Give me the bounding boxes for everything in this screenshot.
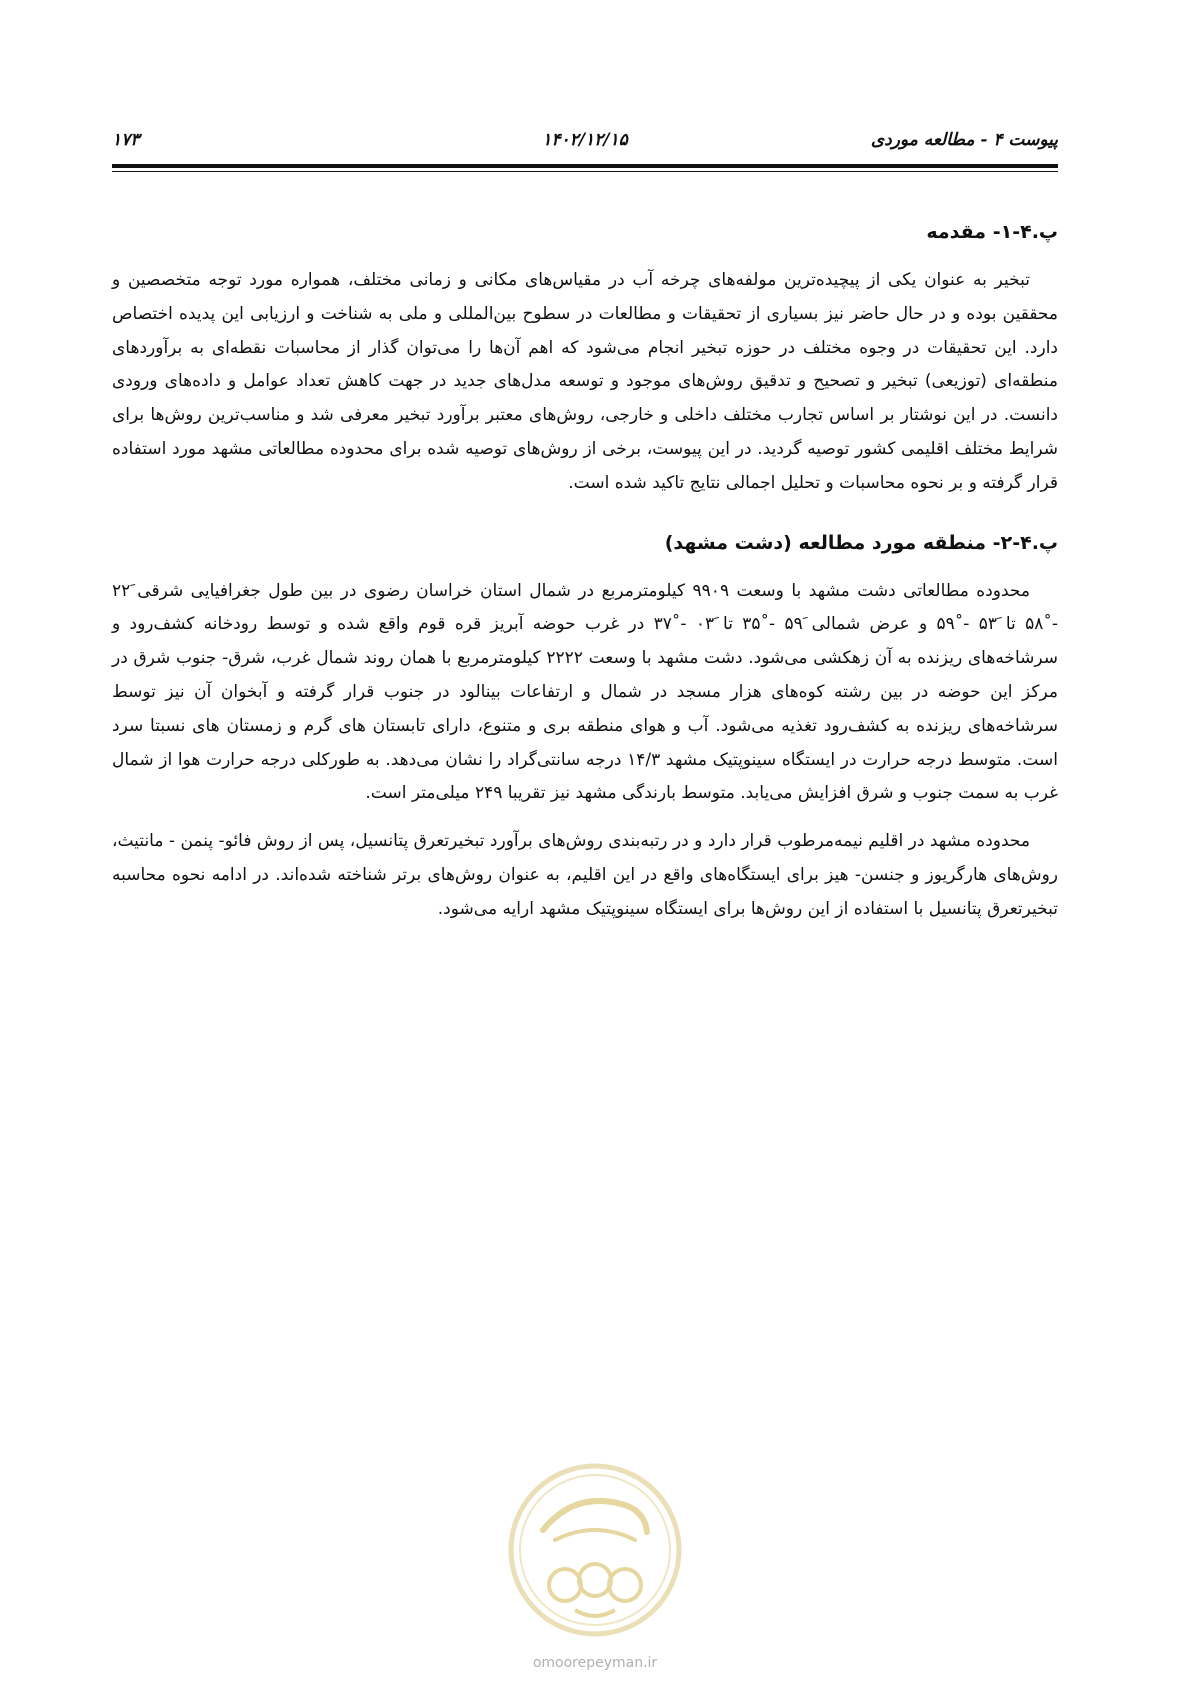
study-area-paragraph-2: محدوده مشهد در اقلیم نیمه‌مرطوب قرار دارد و در رتبه‌بندی روش‌های برآورد تبخیرتعرق پتانسیل، پس از روش فائو- پنمن - مانتیث، روش‌های هارگریوز و جنسن- هیز برای ایستگاه‌های واقع در این اقلیم، به عنوان روش‌های برتر شناخته شده‌اند. در ادامه نحوه محاسبه تبخیرتعرق پتانسیل با استفاده از این روش‌ها برای ایستگاه سینوپتیک مشهد ارایه می‌شود.	[112, 831, 1058, 919]
header-page-number: ۱۷۳	[112, 130, 140, 150]
introduction-paragraph: تبخیر به عنوان یکی از پیچیده‌ترین مولفه‌های چرخه آب در مقیاس‌های مکانی و زمانی مختلف، همواره مورد توجه متخصصین و محققین بوده و در حال حاضر نیز بسیاری از تحقیقات و مطالعات در سطوح بین‌المللی و ملی به شناخت و ارزیابی این پدیده اختصاص دارد. این تحقیقات در وجوه مختلف در حوزه تبخیر انجام می‌شود که اهم آن‌ها را می‌توان گذار از محاسبات نقطه‌ای به برآوردهای منطقه‌ای (توزیعی) تبخیر و تصحیح و تدقیق روش‌های موجود و توسعه مدل‌های جدید در جهت کاهش تعداد عوامل و داده‌های ورودی دانست. در این نوشتار بر اساس تجارب مختلف داخلی و خارجی، روش‌های معتبر برآورد تبخیر معرفی شد و مناسب‌ترین روش‌ها برای شرایط مختلف اقلیمی کشور توصیه گردید. در این پیوست، برخی از روش‌های توصیه شده برای محدوده مطالعاتی مشهد مورد استفاده قرار گرفته و بر نحوه محاسبات و تحلیل اجمالی نتایج تاکید شده است.	[112, 270, 1058, 493]
section-heading-study-area: پ.۴-۲- منطقه مورد مطالعه (دشت مشهد)	[664, 531, 1058, 554]
study-area-paragraph-1: محدوده مطالعاتی دشت مشهد با وسعت ۹۹۰۹ کیلومترمربع در شمال استان خراسان رضوی در بین طول جغرافیایی شرقی َ۲۲ -˚۵۸ تا َ۵۳ -˚۵۹ و عرض شمالی َ۵۹ -˚۳۵ تا َ۰۳ -˚۳۷ در غرب حوضه آبریز قره قوم واقع شده و توسط رودخانه کشف‌رود و سرشاخه‌های ریزنده به آن زهکشی می‌شود. دشت مشهد با وسعت ۲۲۲۲ کیلومترمربع با همان روند شمال غرب، شرق- جنوب شرق در مرکز این حوضه در بین رشته کوه‌های هزار مسجد در شمال و ارتفاعات بینالود در جنوب قرار گرفته و آبخوان آن نیز توسط سرشاخه‌های ریزنده به کشف‌رود تغذیه می‌شود. آب و هوای منطقه بری و متنوع، دارای تابستان های گرم و زمستان های نسبتا سرد است. متوسط درجه حرارت در ایستگاه سینوپتیک مشهد ۱۴/۳ درجه سانتی‌گراد را نشان می‌دهد. به طورکلی درجه حرارت هوا از شمال غرب به سمت جنوب و شرق افزایش می‌یابد. متوسط بارندگی مشهد نیز تقریبا ۲۴۹ میلی‌متر است.	[112, 580, 1058, 804]
section-heading-introduction: پ.۴-۱- مقدمه	[926, 221, 1058, 243]
watermark-site-url: omoorepeyman.ir	[532, 1655, 658, 1671]
header-rule-thin	[112, 171, 1058, 172]
page-header	[112, 126, 1058, 156]
header-appendix-title: پیوست ۴ - مطالعه موردی	[870, 130, 1058, 150]
header-date: ۱۴۰۲/۱۲/۱۵	[542, 130, 628, 150]
watermark-seal-logo	[505, 1460, 685, 1640]
document-body	[112, 212, 1058, 927]
header-rule-thick	[112, 164, 1058, 168]
